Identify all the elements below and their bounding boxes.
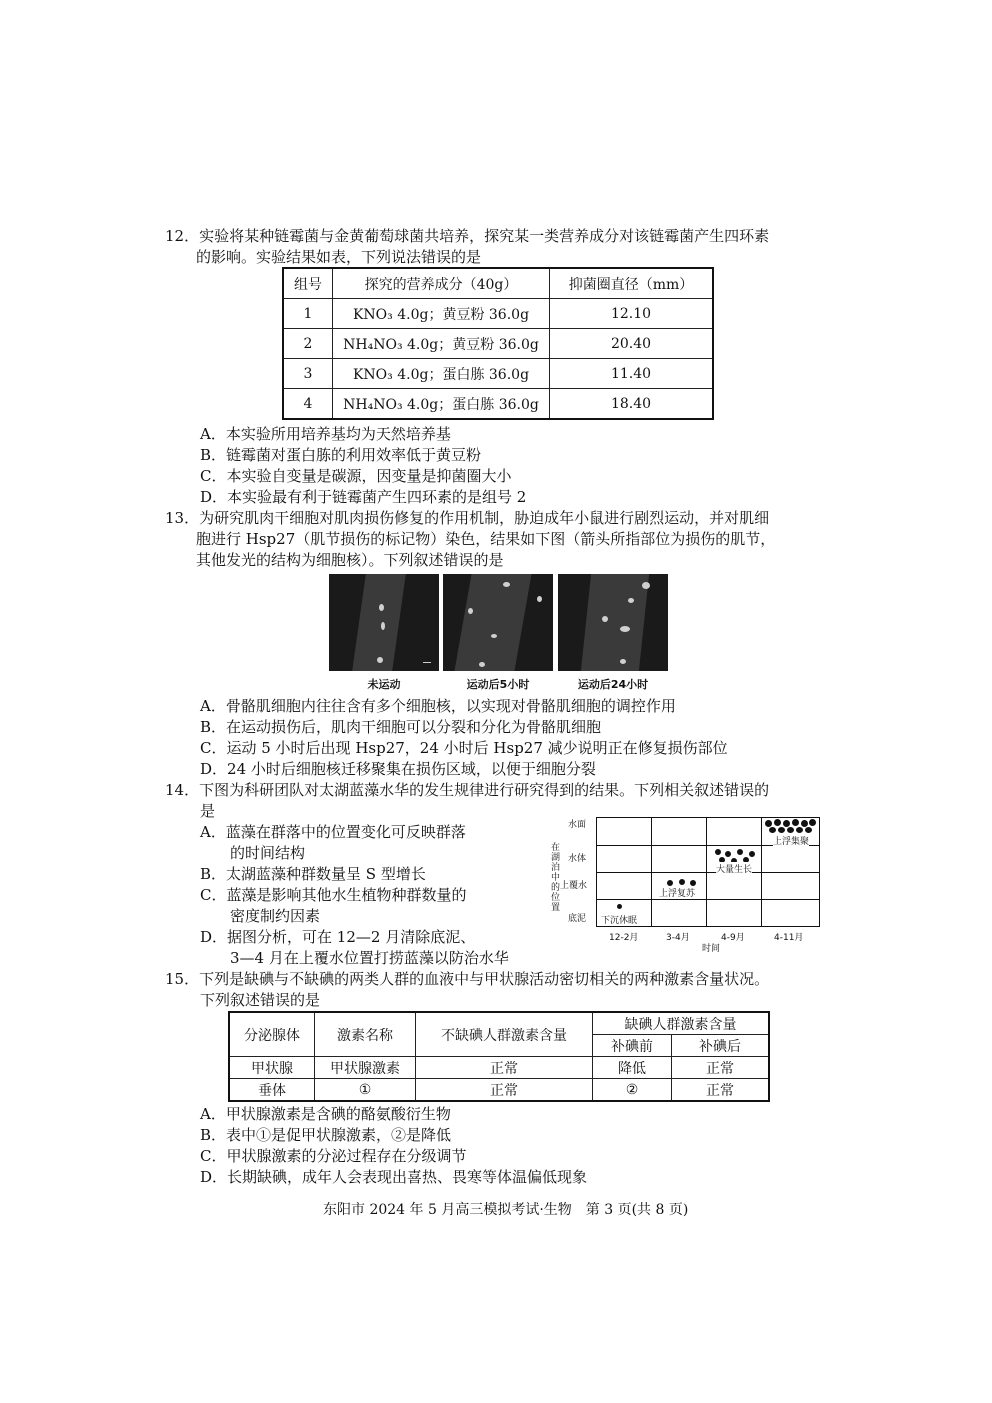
table-cell: 甲状腺: [229, 1057, 315, 1079]
q15-stem-line2: 下列叙述错误的是: [200, 991, 321, 1009]
micrograph-24h: [558, 574, 668, 671]
q15-table: [228, 1011, 770, 1102]
q14-option-a-cont: 的时间结构: [230, 844, 306, 862]
x-tick: 4-9月: [721, 933, 745, 943]
table-cell: 正常: [416, 1057, 593, 1079]
q12-stem-line1: 12．实验将某种链霉菌与金黄葡萄球菌共培养，探究某一类营养成分对该链霉菌产生四环素: [165, 227, 770, 245]
table-row: [229, 1057, 769, 1079]
x-tick: 3-4月: [666, 933, 690, 943]
q14-option-c-cont: 密度制约因素: [230, 907, 321, 925]
q13-option-c: C．运动 5 小时后出现 Hsp27，24 小时后 Hsp27 减少说明正在修复损伤部位: [200, 739, 728, 757]
cell-label: 上浮复苏: [659, 889, 696, 899]
x-axis-label: 时间: [702, 944, 721, 954]
row-label: 水面: [568, 820, 587, 830]
q13-stem-line3: 其他发光的结构为细胞核）。下列叙述错误的是: [196, 551, 504, 569]
table-cell: 2: [283, 329, 333, 359]
table-cell: 甲状腺激素: [315, 1057, 416, 1079]
q14-stem-line1: 14．下图为科研团队对太湖蓝藻水华的发生规律进行研究得到的结果。下列相关叙述错误的: [165, 781, 770, 799]
row-label: 底泥: [568, 914, 587, 924]
table-cell: 正常: [672, 1079, 770, 1102]
page-footer: 东阳市 2024 年 5 月高三模拟考试·生物 第 3 页(共 8 页): [323, 1202, 689, 1218]
row-label: 水体: [568, 854, 587, 864]
q12-table: [282, 267, 714, 420]
table-cell: KNO₃ 4.0g；蛋白胨 36.0g: [333, 359, 550, 389]
table-cell: 垂体: [229, 1079, 315, 1102]
micrograph-rest: [329, 574, 439, 671]
q13-option-a: A．骨骼肌细胞内往往含有多个细胞核，以实现对骨骼肌细胞的调控作用: [200, 697, 676, 715]
table-cell: 1: [283, 299, 333, 329]
q12-option-c: C．本实验自变量是碳源，因变量是抑菌圈大小: [200, 467, 512, 485]
q15-option-d: D．长期缺碘，成年人会表现出喜热、畏寒等体温偏低现象: [200, 1168, 588, 1186]
table-cell: 正常: [416, 1079, 593, 1102]
table-cell: 3: [283, 359, 333, 389]
table-header: 分泌腺体: [229, 1012, 315, 1057]
q13-option-b: B．在运动损伤后，肌肉干细胞可以分裂和分化为骨骼肌细胞: [200, 718, 602, 736]
q14-option-d-cont: 3—4 月在上覆水位置打捞蓝藻以防治水华: [230, 949, 509, 967]
table-header: 缺碘人群激素含量: [593, 1012, 770, 1035]
table-row: [283, 389, 713, 420]
table-header: 抑菌圈直径（mm）: [550, 268, 714, 299]
table-cell: 降低: [593, 1057, 672, 1079]
table-row: [283, 329, 713, 359]
table-row: [283, 299, 713, 329]
table-cell: 4: [283, 389, 333, 420]
micrograph-caption-rest: 未运动: [367, 678, 401, 691]
table-cell: 12.10: [550, 299, 714, 329]
q12-option-b: B．链霉菌对蛋白胨的利用效率低于黄豆粉: [200, 446, 482, 464]
cell-label: 上浮集聚: [773, 834, 809, 847]
table-cell: NH₄NO₃ 4.0g；黄豆粉 36.0g: [333, 329, 550, 359]
table-cell: ①: [315, 1079, 416, 1102]
q14-option-a: A．蓝藻在群落中的位置变化可反映群落: [200, 823, 466, 841]
q13-stem-line2: 胞进行 Hsp27（肌节损伤的标记物）染色，结果如下图（箭头所指部位为损伤的肌节，: [196, 530, 776, 548]
q12-stem-line2: 的影响。实验结果如表，下列说法错误的是: [196, 248, 482, 266]
table-header: 探究的营养成分（40g）: [333, 268, 550, 299]
x-tick: 4-11月: [774, 933, 804, 943]
table-row: [229, 1079, 769, 1102]
q14-option-d: D．据图分析，可在 12—2 月清除底泥、: [200, 928, 476, 946]
table-row: [283, 359, 713, 389]
q13-option-d: D．24 小时后细胞核迁移聚集在损伤区域，以便于细胞分裂: [200, 760, 596, 778]
cell-label: 大量生长: [716, 862, 752, 875]
table-header: 不缺碘人群激素含量: [416, 1012, 593, 1057]
bloom-grid: [596, 817, 820, 927]
table-cell: KNO₃ 4.0g；黄豆粉 36.0g: [333, 299, 550, 329]
q12-option-a: A．本实验所用培养基均为天然培养基: [200, 425, 451, 443]
table-header: 组号: [283, 268, 333, 299]
table-subheader: 补碘前: [593, 1035, 672, 1057]
q15-stem-line1: 15．下列是缺碘与不缺碘的两类人群的血液中与甲状腺活动密切相关的两种激素含量状况。: [165, 970, 770, 988]
table-cell: NH₄NO₃ 4.0g；蛋白胨 36.0g: [333, 389, 550, 420]
micrograph-caption-5h: 运动后5小时: [466, 678, 530, 691]
q14-option-c: C．蓝藻是影响其他水生植物种群数量的: [200, 886, 467, 904]
q12-option-d: D．本实验最有利于链霉菌产生四环素的是组号 2: [200, 488, 527, 506]
x-tick: 12-2月: [609, 933, 639, 943]
table-cell: 11.40: [550, 359, 714, 389]
table-cell: 20.40: [550, 329, 714, 359]
table-cell: 18.40: [550, 389, 714, 420]
q15-option-c: C．甲状腺激素的分泌过程存在分级调节: [200, 1147, 467, 1165]
q13-stem-line1: 13．为研究肌肉干细胞对肌肉损伤修复的作用机制，胁迫成年小鼠进行剧烈运动，并对肌细: [165, 509, 770, 527]
q15-option-b: B．表中①是促甲状腺激素，②是降低: [200, 1126, 452, 1144]
table-cell: ②: [593, 1079, 672, 1102]
micrograph-caption-24h: 运动后24小时: [577, 678, 649, 691]
row-label: 上覆水: [560, 881, 588, 891]
q15-option-a: A．甲状腺激素是含碘的酪氨酸衍生物: [200, 1105, 451, 1123]
table-subheader: 补碘后: [672, 1035, 770, 1057]
table-cell: 正常: [672, 1057, 770, 1079]
q14-stem-line2: 是: [200, 802, 216, 820]
cell-label: 下沉休眠: [601, 916, 638, 926]
micrograph-5h: [443, 574, 553, 671]
table-header: 激素名称: [315, 1012, 416, 1057]
y-axis-label: 在湖泊中的位置: [549, 842, 559, 912]
q14-option-b: B．太湖蓝藻种群数量呈 S 型增长: [200, 865, 426, 883]
